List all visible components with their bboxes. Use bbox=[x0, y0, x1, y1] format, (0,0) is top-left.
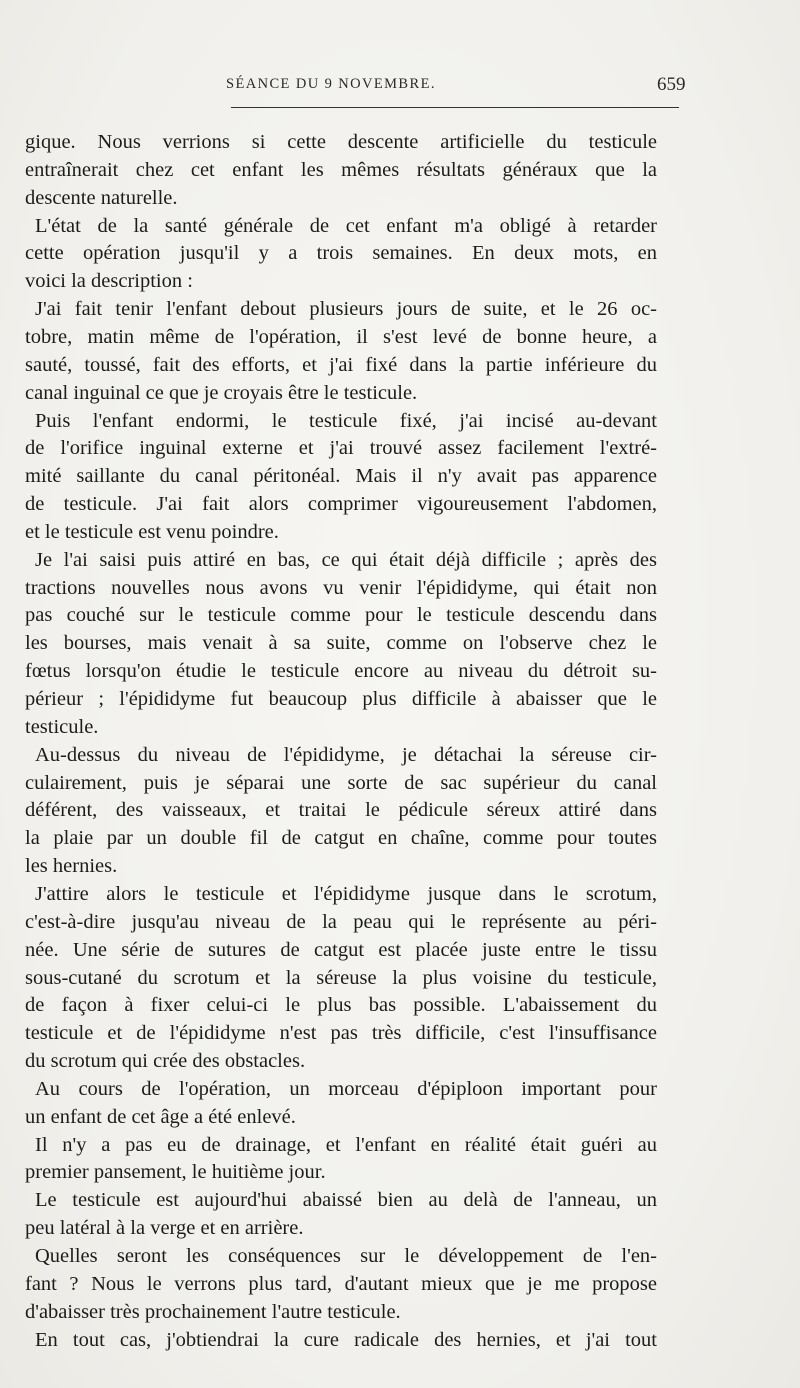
text-line: les hernies. bbox=[25, 855, 118, 878]
text-line: un enfant de cet âge a été enlevé. bbox=[25, 1105, 296, 1128]
text-line: gique. Nous verrions si cette descente artificielle du testicule bbox=[25, 131, 657, 153]
text-line: canal inguinal ce que je croyais être le testicule. bbox=[25, 381, 418, 404]
text-line: tractions nouvelles nous avons vu venir l'épididyme, qui était non bbox=[25, 576, 657, 599]
text-line: pas couché sur le testicule comme pour le testicule descendu dans bbox=[25, 604, 657, 627]
text-line: mité saillante du canal péritonéal. Mais il n'y avait pas apparence bbox=[25, 465, 657, 488]
text-line: voici la description : bbox=[25, 270, 193, 293]
text-line: Puis l'enfant endormi, le testicule fixé, j'ai incisé au-devant bbox=[35, 409, 657, 432]
text-line: J'ai fait tenir l'enfant debout plusieurs jours de suite, et le 26 oc- bbox=[35, 298, 657, 321]
text-line: déférent, des vaisseaux, et traitai le pédicule séreux attiré dans bbox=[25, 799, 657, 822]
text-line: du scrotum qui crée des obstacles. bbox=[25, 1050, 306, 1073]
text-line: tobre, matin même de l'opération, il s'est levé de bonne heure, a bbox=[25, 325, 657, 348]
text-line: cette opération jusqu'il y a trois semaines. En deux mots, en bbox=[25, 242, 657, 265]
text-line: Je l'ai saisi puis attiré en bas, ce qui était déjà difficile ; après des bbox=[35, 548, 657, 571]
text-line: née. Une série de sutures de catgut est placée juste entre le tissu bbox=[25, 938, 657, 961]
text-line: d'abaisser très prochainement l'autre testicule. bbox=[25, 1300, 401, 1323]
text-line: sauté, toussé, fait des efforts, et j'ai fixé dans la partie inférieure du bbox=[25, 353, 657, 376]
text-line: fœtus lorsqu'on étudie le testicule encore au niveau du détroit su- bbox=[25, 660, 657, 683]
text-line: L'état de la santé générale de cet enfant m'a obligé à retarder bbox=[35, 214, 657, 237]
text-line: premier pansement, le huitième jour. bbox=[25, 1161, 326, 1184]
text-line: Il n'y a pas eu de drainage, et l'enfant en réalité était guéri au bbox=[35, 1133, 657, 1156]
running-head bbox=[0, 76, 800, 98]
text-line: Au-dessus du niveau de l'épididyme, je détachai la séreuse cir- bbox=[35, 743, 657, 766]
text-line: testicule et de l'épididyme n'est pas très difficile, c'est l'insuffisance bbox=[25, 1022, 657, 1045]
header-rule bbox=[231, 107, 679, 108]
text-line: testicule. bbox=[25, 715, 99, 738]
text-line: c'est-à-dire jusqu'au niveau de la peau qui le représente au péri- bbox=[25, 910, 657, 933]
text-line: Quelles seront les conséquences sur le développement de l'en- bbox=[35, 1245, 657, 1267]
text-line: et le testicule est venu poindre. bbox=[25, 520, 279, 543]
text-line: de l'orifice inguinal externe et j'ai trouvé assez facilement l'extré- bbox=[25, 437, 657, 460]
text-line: peu latéral à la verge et en arrière. bbox=[25, 1217, 304, 1240]
text-line: culairement, puis je séparai une sorte de sac supérieur du canal bbox=[25, 771, 657, 794]
running-head-title: SÉANCE DU 9 NOVEMBRE. bbox=[226, 76, 436, 92]
text-line: Au cours de l'opération, un morceau d'épiploon important pour bbox=[35, 1077, 657, 1100]
text-line: descente naturelle. bbox=[25, 186, 178, 209]
text-line: entraînerait chez cet enfant les mêmes résultats généraux que la bbox=[25, 158, 657, 181]
text-line: de façon à fixer celui-ci le plus bas possible. L'abaissement du bbox=[25, 994, 657, 1017]
text-line: périeur ; l'épididyme fut beaucoup plus difficile à abaisser que le bbox=[25, 688, 657, 710]
text-line: de testicule. J'ai fait alors comprimer vigoureusement l'abdomen, bbox=[25, 493, 657, 516]
text-line: J'attire alors le testicule et l'épididyme jusque dans le scrotum, bbox=[35, 882, 657, 905]
text-line: les bourses, mais venait à sa suite, comme on l'observe chez le bbox=[25, 632, 657, 655]
text-line: Le testicule est aujourd'hui abaissé bien au delà de l'anneau, un bbox=[35, 1189, 657, 1212]
text-line: la plaie par un double fil de catgut en chaîne, comme pour toutes bbox=[25, 827, 657, 850]
text-line: En tout cas, j'obtiendrai la cure radicale des hernies, et j'ai tout bbox=[35, 1328, 657, 1351]
text-line: sous-cutané du scrotum et la séreuse la plus voisine du testicule, bbox=[25, 966, 657, 989]
page-number: 659 bbox=[657, 74, 686, 95]
text-line: fant ? Nous le verrons plus tard, d'autant mieux que je me propose bbox=[25, 1272, 657, 1295]
